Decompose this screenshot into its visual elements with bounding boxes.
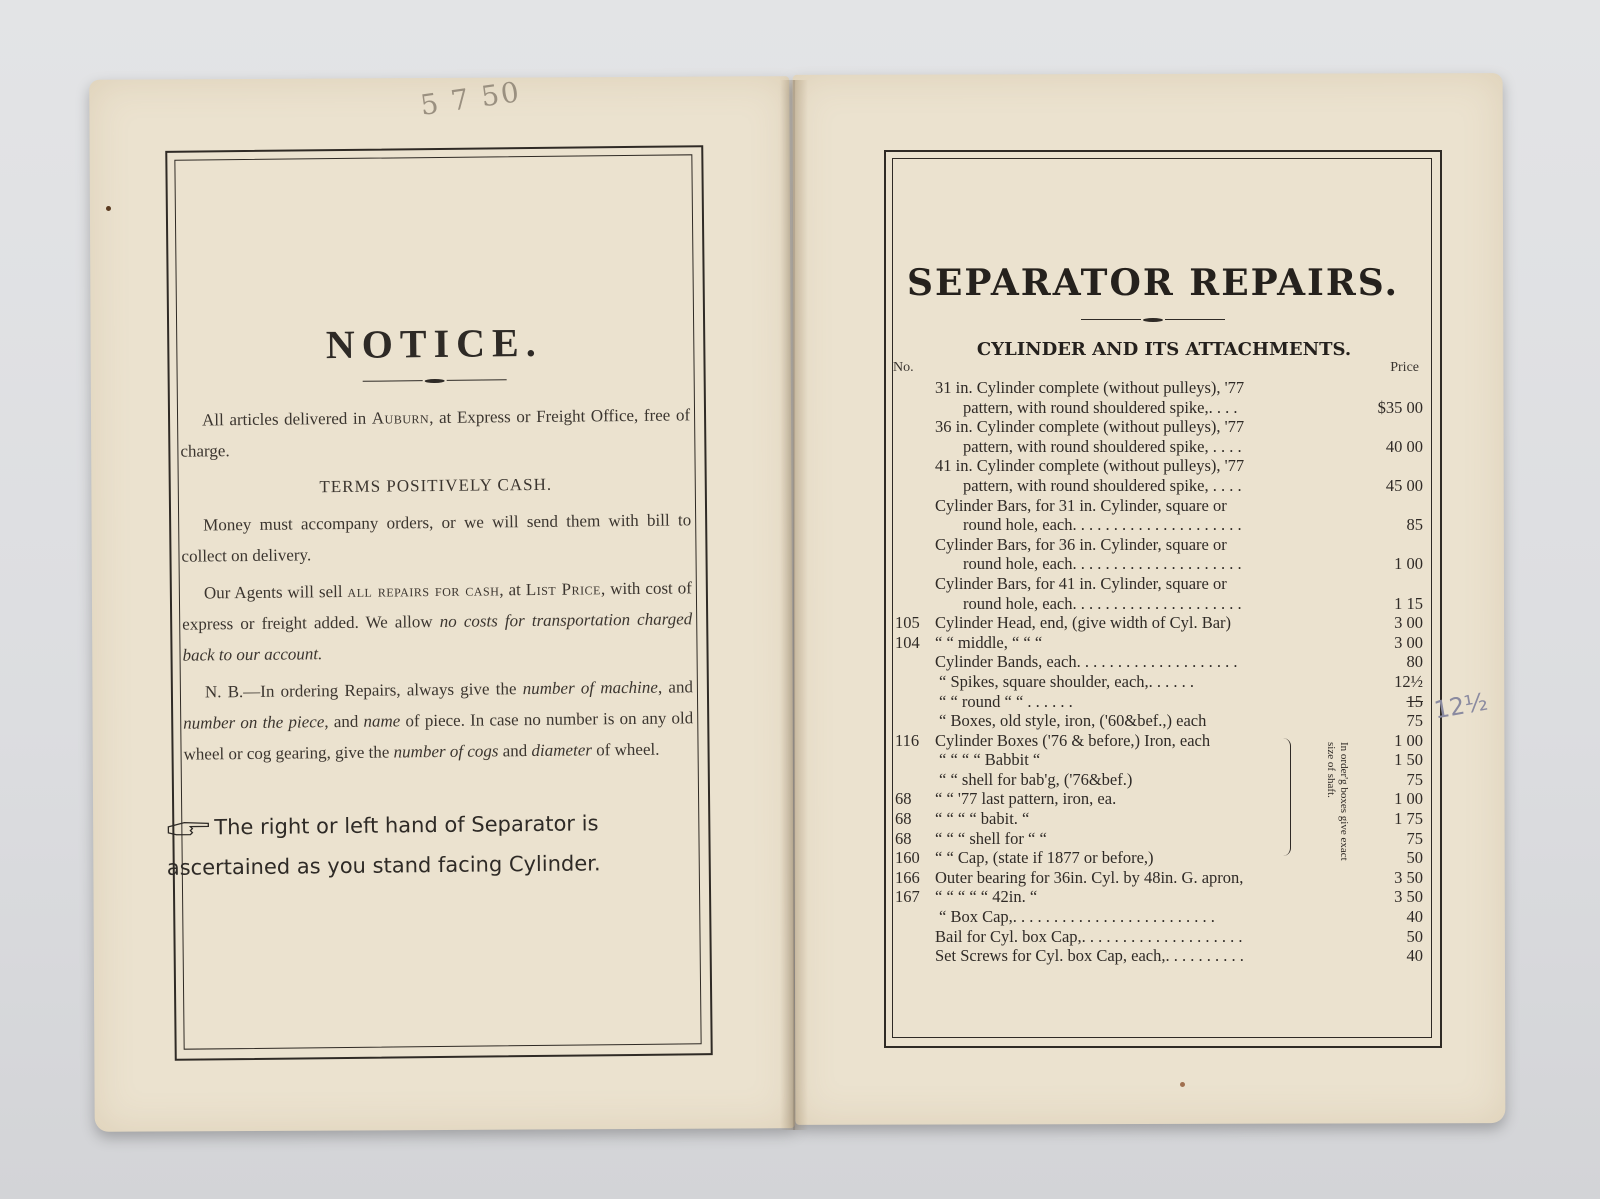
text: Our Agents will sell [203, 581, 348, 603]
item-description: “ “ Cap, (state if 1877 or before,) [935, 848, 1154, 868]
text: , at Express or Freight Office, free of charge. [180, 405, 691, 461]
price-row [893, 946, 1423, 966]
item-description: 31 in. Cylinder complete (without pulleys), '77 [935, 378, 1245, 397]
book-spine [780, 80, 808, 1130]
item-price: 3 50 [1394, 887, 1423, 907]
item-number: 68 [895, 809, 912, 829]
item-description: round hole, each. . . . . . . . . . . . . . . . . . . . . [963, 593, 1242, 613]
item-description: pattern, with round shouldered spike, . . . . [963, 436, 1242, 456]
price-list [893, 378, 1423, 966]
handwritten-note: 5 7 50 [418, 75, 523, 122]
hand-note-text: The right or left hand of Separator is ascertained as you stand facing Cylinder. [166, 811, 601, 880]
brace [1282, 738, 1291, 856]
side-note: In order'g boxes give exact size of shaft. [1325, 742, 1350, 861]
price-row [893, 926, 1423, 947]
terms-heading: TERMS POSITIVELY CASH. [319, 474, 553, 497]
item-price: 75 [1406, 769, 1423, 789]
price-row [893, 436, 1423, 457]
price-row [893, 867, 1423, 888]
ornament-divider [180, 372, 690, 388]
item-price: 12½ [1394, 671, 1423, 691]
text: diameter [531, 740, 593, 761]
item-number: 104 [895, 632, 920, 652]
item-number: 68 [895, 828, 912, 848]
text: , and [657, 677, 693, 697]
item-description: pattern, with round shouldered spike,. . . . [963, 397, 1238, 417]
item-price: 3 50 [1394, 867, 1423, 887]
column-header [893, 360, 1419, 378]
item-number: 105 [895, 613, 920, 633]
price-row [893, 907, 1423, 927]
text: N. B.—In ordering Repairs, always give the [204, 679, 523, 702]
item-price: 3 00 [1394, 613, 1423, 633]
notice-title: NOTICE. [325, 319, 543, 368]
price-row [893, 496, 1413, 516]
item-price: 50 [1406, 926, 1423, 946]
hand-note [166, 802, 695, 888]
item-price: 75 [1406, 711, 1423, 731]
item-price: 1 00 [1394, 730, 1423, 750]
item-description: 41 in. Cylinder complete (without pulleys), '77 [935, 456, 1245, 476]
paper-spot [1180, 1082, 1185, 1087]
price-row [893, 475, 1423, 496]
text: , at [499, 580, 526, 600]
ornament-divider [893, 314, 1413, 325]
item-description: Outer bearing for 36in. Cyl. by 48in. G. apron, [935, 867, 1244, 887]
item-description: pattern, with round shouldered spike, . . . . [963, 475, 1242, 495]
item-description: Cylinder Boxes ('76 & before,) Iron, each [935, 730, 1211, 750]
price-row [893, 554, 1423, 574]
repairs-title: SEPARATOR REPAIRS. [906, 262, 1400, 304]
item-description: round hole, each. . . . . . . . . . . . . . . . . . . . . [963, 554, 1242, 574]
item-price: 40 [1406, 907, 1423, 927]
item-description: “ “ round “ “ . . . . . . [939, 691, 1073, 711]
item-description: “ “ “ shell for “ “ [935, 828, 1047, 848]
item-description: “ “ '77 last pattern, iron, ea. [935, 789, 1117, 809]
price-row [893, 515, 1423, 535]
price-row [893, 593, 1423, 614]
item-price: 1 00 [1394, 789, 1423, 809]
item-price: 1 75 [1394, 809, 1423, 829]
item-description: Cylinder Head, end, (give width of Cyl. Bar) [935, 613, 1232, 633]
text: List Price [525, 579, 602, 600]
paper-spot [106, 206, 111, 211]
item-description: Cylinder Bars, for 36 in. Cylinder, square or [935, 534, 1227, 554]
col-price: Price [1390, 360, 1419, 375]
item-price: $35 00 [1377, 397, 1423, 417]
pointing-hand-icon [166, 818, 210, 838]
item-description: Cylinder Bars, for 31 in. Cylinder, square or [935, 495, 1227, 515]
item-description: “ “ middle, “ “ “ [935, 632, 1043, 652]
text: no costs for transportation charged back to our account. [182, 609, 693, 665]
price-row [893, 417, 1413, 437]
item-description: “ Boxes, old style, iron, ('60&bef.,) each [939, 711, 1207, 731]
item-number: 160 [895, 848, 920, 868]
item-price: 80 [1406, 652, 1423, 672]
text: number of machine [522, 677, 658, 699]
item-price: 1 50 [1394, 750, 1423, 770]
item-price: 3 00 [1394, 632, 1423, 652]
price-row [893, 711, 1423, 731]
item-description: round hole, each. . . . . . . . . . . . . . . . . . . . . [963, 515, 1242, 535]
item-number: 116 [895, 730, 920, 750]
price-row [893, 456, 1413, 476]
item-number: 167 [895, 887, 920, 907]
price-row [893, 671, 1423, 692]
item-price: 50 [1406, 848, 1423, 868]
item-price: 45 00 [1385, 475, 1423, 495]
text: All articles delivered in [201, 408, 372, 430]
item-number: 68 [895, 789, 912, 809]
notice-section [166, 317, 695, 887]
text: and [498, 741, 532, 761]
ordering-paragraph [183, 671, 694, 769]
item-number: 166 [895, 867, 920, 887]
price-row [893, 613, 1423, 633]
price-row [893, 378, 1413, 398]
place-name: Auburn [371, 408, 430, 428]
pencil-note: 12½ [1431, 687, 1490, 725]
item-description: “ “ “ “ Babbit “ [939, 750, 1041, 770]
item-price: 40 [1406, 946, 1423, 966]
text: name [363, 711, 401, 731]
delivery-paragraph [180, 399, 691, 466]
price-row [893, 691, 1423, 712]
agents-paragraph [182, 572, 693, 670]
price-row [893, 652, 1423, 672]
item-price: 85 [1406, 515, 1423, 535]
col-no: No. [893, 360, 914, 375]
price-row [893, 397, 1423, 418]
item-price: 1 00 [1394, 554, 1423, 574]
item-price: 40 00 [1385, 436, 1423, 456]
item-price: 75 [1406, 828, 1423, 848]
price-row [893, 574, 1413, 594]
item-description: Set Screws for Cyl. box Cap, each,. . . . . . . . . . [935, 946, 1244, 966]
item-description: “ “ “ “ “ 42in. “ [935, 887, 1038, 907]
item-description: Cylinder Bars, for 41 in. Cylinder, square or [935, 573, 1227, 593]
text: number on the piece [183, 712, 325, 733]
text: of wheel. [591, 739, 660, 760]
section-title: CYLINDER AND ITS ATTACHMENTS. [976, 339, 1352, 360]
item-description: “ Spikes, square shoulder, each,. . . . . . [939, 671, 1195, 691]
payment-paragraph: Money must accompany orders, or we will send them with bill to collect on delivery. [181, 510, 692, 566]
price-row [893, 887, 1423, 907]
item-description: “ “ “ “ babit. “ [935, 809, 1030, 829]
item-description: “ Box Cap,. . . . . . . . . . . . . . . . . . . . . . . . . [939, 907, 1215, 927]
text: , with cost of express or freight added. We allow [182, 578, 692, 634]
price-row [893, 632, 1423, 653]
text: , and [324, 711, 364, 732]
text: number of cogs [393, 741, 499, 762]
text: all repairs for cash [347, 580, 500, 601]
price-row [893, 535, 1413, 555]
item-description: Bail for Cyl. box Cap,. . . . . . . . . . . . . . . . . . . . [935, 926, 1243, 946]
item-description: Cylinder Bands, each. . . . . . . . . . . . . . . . . . . . [935, 652, 1238, 672]
item-price: 15 [1406, 691, 1423, 711]
text: of piece. In case no number is on any old wheel or cog gearing, give the [183, 708, 694, 764]
item-description: “ “ shell for bab'g, ('76&bef.) [939, 769, 1133, 789]
item-description: 36 in. Cylinder complete (without pulleys), '77 [935, 417, 1245, 437]
item-price: 1 15 [1394, 593, 1423, 613]
